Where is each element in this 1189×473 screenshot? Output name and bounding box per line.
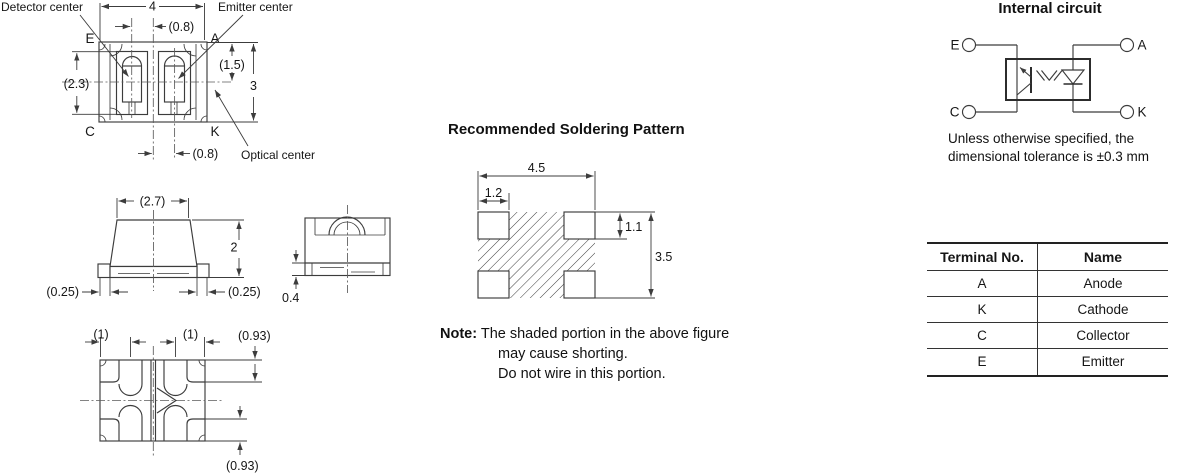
bottom-view-drawing <box>80 328 271 473</box>
dim-offset-top <box>115 20 194 34</box>
dim-text: 4 <box>149 0 156 14</box>
top-view-drawing <box>1 0 315 162</box>
table-row <box>927 349 1168 375</box>
dim-text: (0.93) <box>238 329 271 343</box>
note-text-1: The shaded portion in the above figure <box>480 326 730 342</box>
dim-height-3 <box>207 44 258 122</box>
internal-circuit-drawing <box>930 20 1180 135</box>
left-terminal-wires <box>976 45 1018 112</box>
dim-text: (0.25) <box>228 285 261 299</box>
tolerance-note <box>948 130 1149 165</box>
cell-terminal: K <box>927 297 1038 323</box>
terminal-label-a: A <box>210 31 220 46</box>
dim-text: (1) <box>93 327 109 342</box>
dim-pad-width <box>480 186 510 210</box>
dim-lead-left <box>46 285 128 299</box>
cell-name: Emitter <box>1081 354 1125 369</box>
note-label: Note: <box>440 326 478 342</box>
note-line-1 <box>440 324 730 344</box>
solder-pad-bottom-right <box>564 271 595 298</box>
tolerance-line-1: Unless otherwise specified, the <box>948 131 1135 146</box>
cell-name: Collector <box>1038 323 1168 349</box>
note-line-2: may cause shorting. <box>498 346 628 362</box>
light-transmission-marks <box>1037 71 1063 81</box>
terminal-circle-c <box>963 106 976 119</box>
dim-pad-top <box>205 329 271 382</box>
dim-pad-height <box>595 212 655 239</box>
table-row <box>927 323 1168 349</box>
dim-pitch-left <box>85 328 146 358</box>
cell-name: Cathode <box>1038 297 1168 323</box>
table-row <box>927 297 1168 323</box>
dim-text: 1.1 <box>625 220 643 234</box>
internal-circuit-title: Internal circuit <box>998 0 1102 17</box>
dim-text: (2.3) <box>63 77 90 91</box>
dim-base-thickness <box>282 250 305 305</box>
dim-text: (0.8) <box>192 147 219 161</box>
circuit-label-k: K <box>1137 104 1147 120</box>
front-lead-right <box>197 264 209 278</box>
dim-pad-bottom <box>205 406 259 473</box>
terminal-circle-a <box>1121 39 1134 52</box>
solder-pad-top-left <box>478 212 509 239</box>
side-view-drawing <box>282 205 390 305</box>
optical-center-leader <box>215 90 248 146</box>
col-header-name: Name <box>1038 244 1168 271</box>
solder-pad-top-right <box>564 212 595 239</box>
dim-offset-bottom <box>138 147 218 161</box>
cell-name: Anode <box>1038 271 1168 297</box>
table-header-row <box>927 244 1168 271</box>
dim-text: 4.5 <box>527 161 546 175</box>
col-header-terminal-no: Terminal No. <box>927 244 1038 271</box>
soldering-pattern-drawing <box>455 155 685 320</box>
table-row <box>927 271 1168 297</box>
front-lead-left <box>98 264 110 278</box>
terminal-label-e: E <box>85 31 95 46</box>
circuit-label-e: E <box>950 37 960 53</box>
note-line-3: Do not wire in this portion. <box>498 366 666 382</box>
soldering-note <box>440 324 730 384</box>
tolerance-line-2: dimensional tolerance is ±0.3 mm <box>948 148 1149 164</box>
front-view-drawing <box>46 195 260 300</box>
circuit-label-a: A <box>1137 37 1147 53</box>
dim-pitch-right <box>160 328 220 358</box>
detector-center-label: Detector center <box>1 0 84 14</box>
circuit-label-c: C <box>949 104 960 120</box>
dim-text: 3 <box>250 79 257 93</box>
terminal-label-k: K <box>210 124 220 139</box>
package-dimension-drawings <box>0 0 430 473</box>
right-terminal-wires <box>1073 45 1121 112</box>
cell-terminal: C <box>927 323 1038 349</box>
soldering-pattern-title: Recommended Soldering Pattern <box>448 121 685 138</box>
dim-text: (0.25) <box>46 285 79 299</box>
dim-lead-right <box>179 285 261 299</box>
dim-text: (1) <box>182 327 199 342</box>
dim-center-offset <box>207 43 258 81</box>
dim-text: 0.4 <box>282 291 300 305</box>
solder-pad-bottom-left <box>478 271 509 298</box>
terminal-table <box>927 242 1168 377</box>
dim-text: (0.8) <box>168 20 195 34</box>
terminal-circle-e <box>963 39 976 52</box>
dim-text: 3.5 <box>655 250 673 264</box>
terminal-label-c: C <box>85 124 95 139</box>
optical-center-label: Optical center <box>241 148 316 162</box>
cell-terminal: A <box>927 271 1038 297</box>
phototransistor-symbol <box>1017 67 1031 95</box>
dim-text: (2.7) <box>139 194 166 209</box>
dim-text: 2 <box>230 240 238 255</box>
cell-terminal: E <box>927 349 1038 375</box>
led-symbol <box>1062 70 1084 84</box>
dim-text: (0.93) <box>226 459 259 473</box>
dim-text: 1.2 <box>484 186 503 200</box>
terminal-circle-k <box>1121 106 1134 119</box>
dim-text: (1.5) <box>219 58 245 72</box>
dim-top-width <box>117 195 189 219</box>
emitter-center-label: Emitter center <box>218 0 293 14</box>
